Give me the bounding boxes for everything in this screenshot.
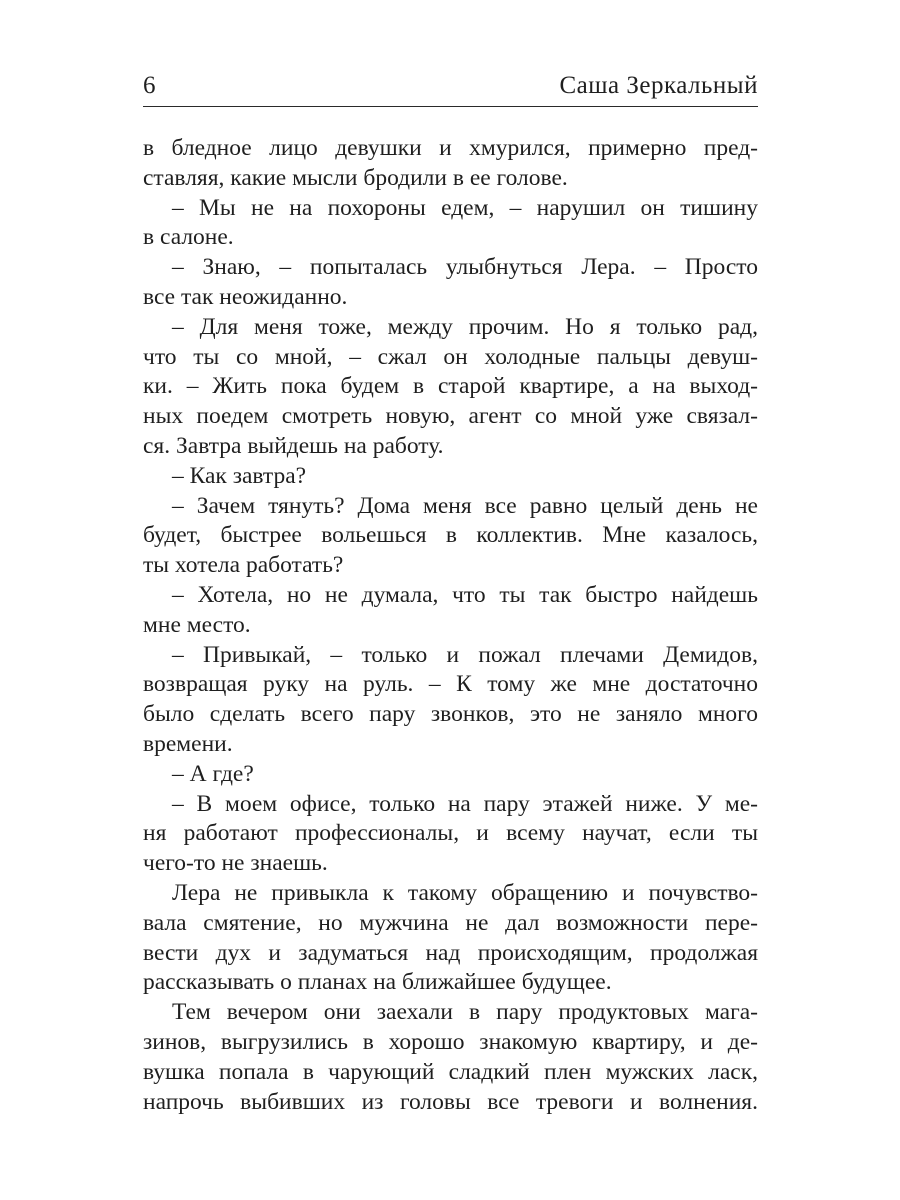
text-line: – Привыкай, – только и пожал плечами Демидов, <box>172 641 758 668</box>
text-line: – В моем офисе, только на пару этажей ниже. У ме- <box>172 790 758 817</box>
text-line: – А где? <box>172 760 254 787</box>
text-line: ных поедем смотреть новую, агент со мной уже связал- <box>143 403 758 430</box>
page-number: 6 <box>143 72 156 99</box>
text-line: чего-то не знаешь. <box>143 850 328 877</box>
text-line: – Зачем тянуть? Дома меня все равно целый день не <box>172 492 758 519</box>
text-line: что ты со мной, – сжал он холодные пальцы девуш- <box>143 343 758 370</box>
text-line: мне место. <box>143 611 251 638</box>
text-line: напрочь выбивших из головы все тревоги и волнения. <box>143 1088 758 1115</box>
text-line: – Знаю, – попыталась улыбнуться Лера. – Просто <box>172 254 758 281</box>
text-line: – Мы не на похороны едем, – нарушил он тишину <box>172 194 758 221</box>
text-line: возвращая руку на руль. – К тому же мне достаточно <box>143 671 758 698</box>
text-line: вушка попала в чарующий сладкий плен мужских ласк, <box>143 1058 758 1085</box>
text-line: Тем вечером они заехали в пару продуктовых мага- <box>172 999 758 1026</box>
text-line: – Для меня тоже, между прочим. Но я только рад, <box>172 313 758 340</box>
body-text <box>143 134 758 1117</box>
header-divider <box>143 106 758 107</box>
text-line: зинов, выгрузились в хорошо знакомую квартиру, и де- <box>143 1028 758 1055</box>
text-line: было сделать всего пару звонков, это не заняло много <box>143 701 758 728</box>
text-line: времени. <box>143 730 233 757</box>
book-author: Саша Зеркальный <box>559 72 758 99</box>
text-line: Лера не привыкла к такому обращению и почувство- <box>172 879 758 906</box>
text-line: будет, быстрее вольешься в коллектив. Мне казалось, <box>143 522 758 549</box>
text-line: все так неожиданно. <box>143 283 348 310</box>
text-line: ки. – Жить пока будем в старой квартире, а на выход- <box>143 373 758 400</box>
text-line: ты хотела работать? <box>143 552 344 579</box>
text-line: вала смятение, но мужчина не дал возможности пере- <box>143 909 758 936</box>
text-line: ня работают профессионалы, и всему научат, если ты <box>143 820 758 847</box>
text-line: в салоне. <box>143 224 234 251</box>
text-line: рассказывать о планах на ближайшее будущее. <box>143 969 612 996</box>
running-head <box>143 68 758 104</box>
text-line: ставляя, какие мысли бродили в ее голове. <box>143 164 568 191</box>
text-line: – Как завтра? <box>172 462 307 489</box>
text-line: в бледное лицо девушки и хмурился, примерно пред- <box>143 135 758 161</box>
text-line: вести дух и задуматься над происходящим, продолжая <box>143 939 758 966</box>
text-line: – Хотела, но не думала, что ты так быстро найдешь <box>172 581 758 608</box>
text-line: ся. Завтра выйдешь на работу. <box>143 432 444 459</box>
